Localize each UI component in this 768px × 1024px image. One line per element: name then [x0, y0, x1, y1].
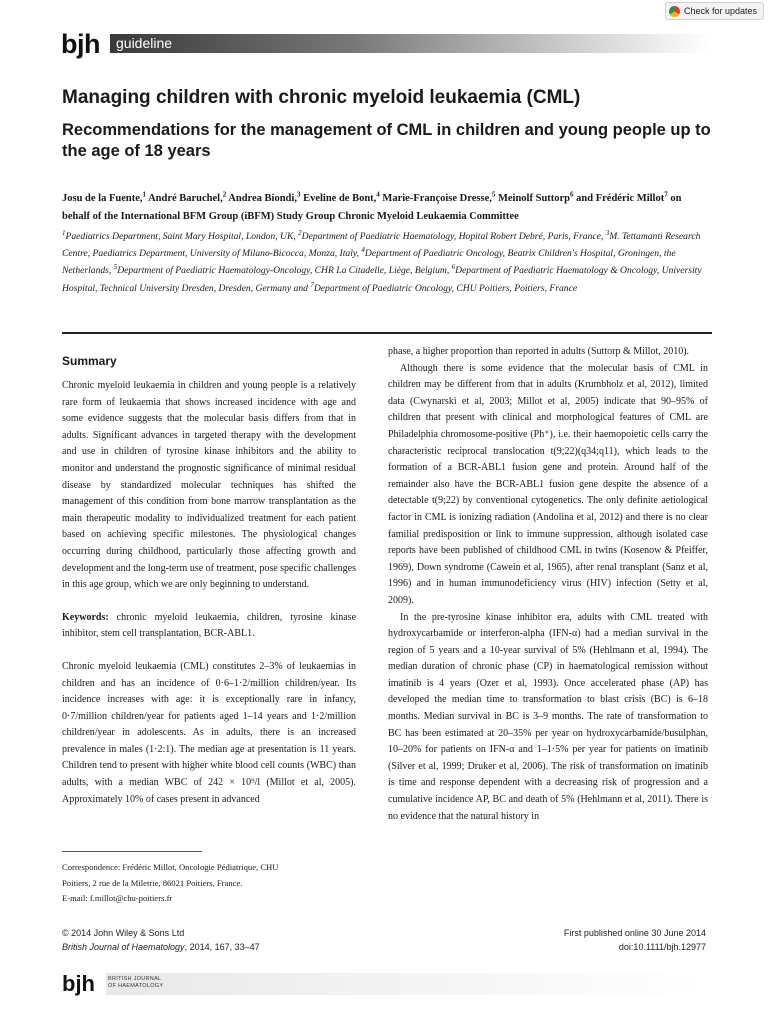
correspondence-divider: [62, 851, 202, 852]
correspondence: Correspondence: Frédéric Millot, Oncologie Pédiatrique, CHU Poitiers, 2 rue de la Miletrie, 86021 Poitiers, France. E-mail: f.millot@chu-poitiers.fr: [62, 860, 362, 907]
author: Andrea Biondi,: [228, 193, 297, 204]
footer-journal-logo: bjh: [62, 971, 95, 996]
footer-journal-name: BRITISH JOURNAL OF HAEMATOLOGY: [108, 976, 164, 989]
author: Meinolf Suttorp: [497, 193, 571, 204]
published-date: First published online 30 June 2014: [563, 928, 706, 938]
email-link[interactable]: E-mail: f.millot@chu-poitiers.fr: [62, 893, 173, 903]
copyright: © 2014 John Wiley & Sons Ltd: [62, 928, 185, 938]
footer-left: [62, 926, 260, 954]
author: Josu de la Fuente,: [62, 193, 143, 204]
author: Marie-Françoise Dresse,: [382, 193, 492, 204]
author: Eveline de Bont,: [303, 193, 377, 204]
check-for-updates-button[interactable]: [665, 2, 764, 20]
article-title: Managing children with chronic myeloid leukaemia (CML): [62, 87, 581, 108]
summary-text: Chronic myeloid leukaemia in children and young people is a relatively rare form of leukaemia that shows increased incidence with age and some evidence suggests that the molecular basis differs from that in adults. Significant advances in targeted therapy with the development and use in children of tyrosine kinase inhibitors and the ability to monitor and understand the prognostic significance of minimal residual disease by standardized molecular techniques has shifted the management of this condition from bone marrow transplantation as the main therapeutic modality to individualized treatment for each patient based on achieving specific milestones. The physiological changes occurring during childhood, particularly those affecting growth and development and the long-term use of treatment, pose specific challenges in this age group, which we are only beginning to understand.: [62, 380, 356, 591]
crossmark-icon: [669, 6, 680, 17]
footer-right: [564, 926, 706, 954]
journal-logo: bjh: [61, 29, 100, 59]
header-bar: [110, 34, 710, 53]
check-for-updates-label: Check for updates: [683, 6, 757, 16]
author-list: Josu de la Fuente,$^1$ André Baruchel,$^2$ Andrea Biondi,$^3$ Eveline de Bont,$^4$ Marie-Françoise Dresse,$^5$ Meinolf Suttorp$^6$ and Frédéric Millot$^7$ on behalf of the International BFM Group (iBFM) Study Group Chronic Myeloid Leukaemia Committee: [62, 190, 682, 222]
affiliations: $^1$Paediatrics Department, Saint Mary Hospital, London, UK, $^2$Department of Paediatric Haematology, Hopital Robert Debré, Paris, France, $^3$M. Tettamanti Research Centre, Paediatrics Department, University of Milano-Bicocca, Monza, Italy, $^4$Department of Paediatric Oncology, Beatrix Children's Hospital, Groningen, the Netherlands, $^5$Department of Paediatric Haematology-Oncology, CHR La Citadelle, Liège, Belgium, $^6$Department of Paediatric Haematology & Oncology, University Hospital, Technical University Dresden, Dresden, Germany and $^7$Department of Paediatric Oncology, CHU Poitiers, Poitiers, France: [62, 228, 702, 294]
left-column: [62, 352, 356, 808]
header-divider: [62, 332, 712, 334]
summary-heading: Summary: [62, 354, 117, 368]
footer-logo-bar: [106, 973, 706, 995]
author-group: on behalf of the International BFM Group (iBFM) Study Group Chronic Myeloid Leukaemia Committee: [62, 193, 682, 222]
section-label: guideline: [116, 35, 173, 51]
author: and Frédéric Millot: [576, 193, 665, 204]
intro-paragraph: Chronic myeloid leukaemia (CML) constitutes 2–3% of leukaemias in children and has an incidence of 0·6–1·2/million children/year. Its incidence increases with age: it is exceptionally rare in infancy, 0·7/million children/year for patients aged 1–14 years and 1·2/million children/year in adolescents. As in adults, there is an increased prevalence in males (1·2:1). The median age at presentation is 11 years. Children tend to present with higher white blood cell counts (WBC) than adults, with a median WBC of 242 × 10⁹/l (Millot et al, 2005). Approximately 10% of cases present in advanced: [62, 660, 356, 805]
article-subtitle: Recommendations for the management of CML in children and young people up to the age of 18 years: [62, 121, 711, 160]
author: André Baruchel,: [148, 193, 223, 204]
body-paragraph: Although there is some evidence that the molecular basis of CML in children may be different from that in adults (Krumbholz et al, 2012), limited data (Cwynarski et al, 2003; Millot et al, 2005) indicate that 90–95% of children that present with clinical and morphological features of CML are Philadelphia chromosome-positive (Ph⁺), i.e. their haemopoietic cells carry the characteristic reciprocal translocation t(9;22)(q34;q11), which leads to the formation of a BCR-ABL1 fusion gene and protein. Around half of the remainder also have the BCR-ABL1 fusion gene despite the absence of a detectable t(9;22) by conventional cytogenetics. The only definite aetiological factor in CML is ionizing radiation (Andolina et al, 2012) and there is no clear familial predisposition or link to immune suppression, although isolated case reports have been published of childhood CML in twins (Kosenow & Pfeiffer, 1969), Down syndrome (Cawein et al, 1965), after renal transplant (Sanz et al, 1996) and in human immunodeficiency virus (HIV) infection (Setty et al, 2009).: [388, 362, 708, 606]
citation: British Journal of Haematology, 2014, 167, 33–47: [62, 942, 260, 952]
body-paragraph: phase, a higher proportion than reported in adults (Suttorp & Millot, 2010).: [388, 346, 690, 357]
body-paragraph: In the pre-tyrosine kinase inhibitor era, adults with CML treated with hydroxycarbamide or interferon-alpha (IFN-α) had a median survival in the region of 5 years and a 10-year survival of 5% (Hehlmann et al, 1994). The median duration of chronic phase (CP) in haematological remission without imatinib is 4 years (Ozer et al, 1993). Once accelerated phase (AP) has developed the median time to transformation to blast crisis (BC) is 6–18 months. Median survival in BC is 3–9 months. The rate of transformation to BC has been estimated at 20–35% per year on hydroxycarbamide/busulphan, 10–20% for patients on IFN-α and 1–1·5% per year for patients on imatinib (Silver et al, 1999; Druker et al, 2006). The risk of transformation on imatinib is time and response dependent with a decreasing risk of progression and a cumulative incidence AP, BC and death of 5% (Hehlmann et al, 2011). There is no evidence that the natural history in: [388, 611, 708, 822]
keywords: Keywords: chronic myeloid leukaemia, children, tyrosine kinase inhibitor, stem cell transplantation, BCR-ABL1.: [62, 611, 357, 640]
right-column: [388, 344, 708, 825]
doi-link[interactable]: doi:10.1111/bjh.12977: [618, 942, 706, 952]
